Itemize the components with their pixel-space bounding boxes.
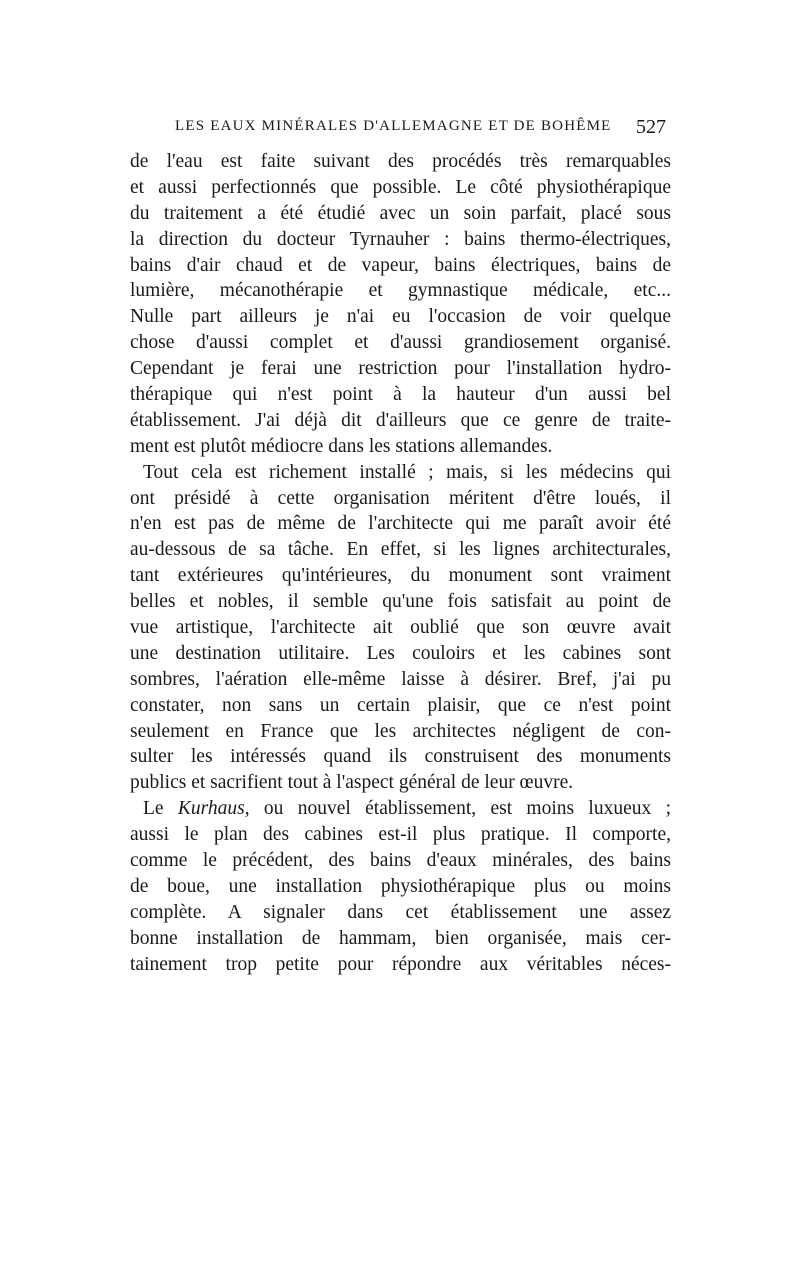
- text-line: du traitement a été étudié avec un soin parfait, placé sous: [130, 202, 671, 224]
- text-line: belles et nobles, il semble qu'une fois satisfait au point de: [130, 591, 671, 613]
- running-title: LES EAUX MINÉRALES D'ALLEMAGNE ET DE BOHÊME: [175, 118, 612, 134]
- text-line: complète. A signaler dans cet établissement une assez: [130, 901, 671, 923]
- text-line: une destination utilitaire. Les couloirs et les cabines sont: [130, 642, 671, 664]
- text-line: publics et sacrifient tout à l'aspect général de leur œuvre.: [130, 772, 574, 794]
- text-line: ont présidé à cette organisation méritent d'être loués, il: [130, 487, 671, 509]
- page-number: 527: [636, 116, 666, 138]
- text-line: chose d'aussi complet et d'aussi grandiosement organisé.: [130, 332, 671, 354]
- text-run: Le: [143, 798, 178, 820]
- text-line: tant extérieures qu'intérieures, du monument sont vraiment: [130, 565, 671, 587]
- text-line: constater, non sans un certain plaisir, que ce n'est point: [130, 694, 671, 716]
- text-line: et aussi perfectionnés que possible. Le côté physiothérapique: [130, 176, 671, 198]
- text-line: Nulle part ailleurs je n'ai eu l'occasion de voir quelque: [130, 306, 671, 328]
- text-line: [130, 796, 671, 822]
- text-line: n'en est pas de même de l'architecte qui me paraît avoir été: [130, 513, 671, 535]
- text-line: Cependant je ferai une restriction pour l'installation hydro-: [130, 358, 671, 380]
- text-line: au-dessous de sa tâche. En effet, si les lignes architecturales,: [130, 539, 671, 561]
- body-text: [130, 149, 671, 978]
- text-line: Tout cela est richement installé ; mais, si les médecins qui: [143, 461, 671, 483]
- text-line: sulter les intéressés quand ils construisent des monuments: [130, 746, 671, 768]
- text-line: ment est plutôt médiocre dans les stations allemandes.: [130, 435, 553, 457]
- text-line: seulement en France que les architectes négligent de con-: [130, 720, 671, 742]
- text-run: , ou nouvel établissement, est moins luxueux ;: [244, 798, 671, 820]
- text-line: aussi le plan des cabines est-il plus pratique. Il comporte,: [130, 824, 671, 846]
- paragraph-1: [130, 149, 671, 460]
- paragraph-3: [130, 796, 671, 977]
- text-line: la direction du docteur Tyrnauher : bains thermo-électriques,: [130, 228, 671, 250]
- text-line: tainement trop petite pour répondre aux véritables néces-: [130, 953, 671, 975]
- paragraph-2: [130, 460, 671, 797]
- text-line: comme le précédent, des bains d'eaux minérales, des bains: [130, 850, 671, 872]
- text-line: vue artistique, l'architecte ait oublié que son œuvre avait: [130, 617, 671, 639]
- text-line: de l'eau est faite suivant des procédés très remarquables: [130, 151, 671, 172]
- text-line: sombres, l'aération elle-même laisse à désirer. Bref, j'ai pu: [130, 668, 671, 690]
- text-line: établissement. J'ai déjà dit d'ailleurs que ce genre de traite-: [130, 409, 671, 431]
- text-line: bains d'air chaud et de vapeur, bains électriques, bains de: [130, 254, 671, 276]
- italic-term: Kurhaus: [177, 798, 245, 820]
- running-header: [130, 116, 670, 140]
- text-line: lumière, mécanothérapie et gymnastique médicale, etc...: [130, 280, 671, 302]
- text-line: thérapique qui n'est point à la hauteur d'un aussi bel: [130, 384, 671, 406]
- text-line: bonne installation de hammam, bien organisée, mais cer-: [130, 927, 671, 949]
- text-line: de boue, une installation physiothérapique plus ou moins: [130, 875, 671, 897]
